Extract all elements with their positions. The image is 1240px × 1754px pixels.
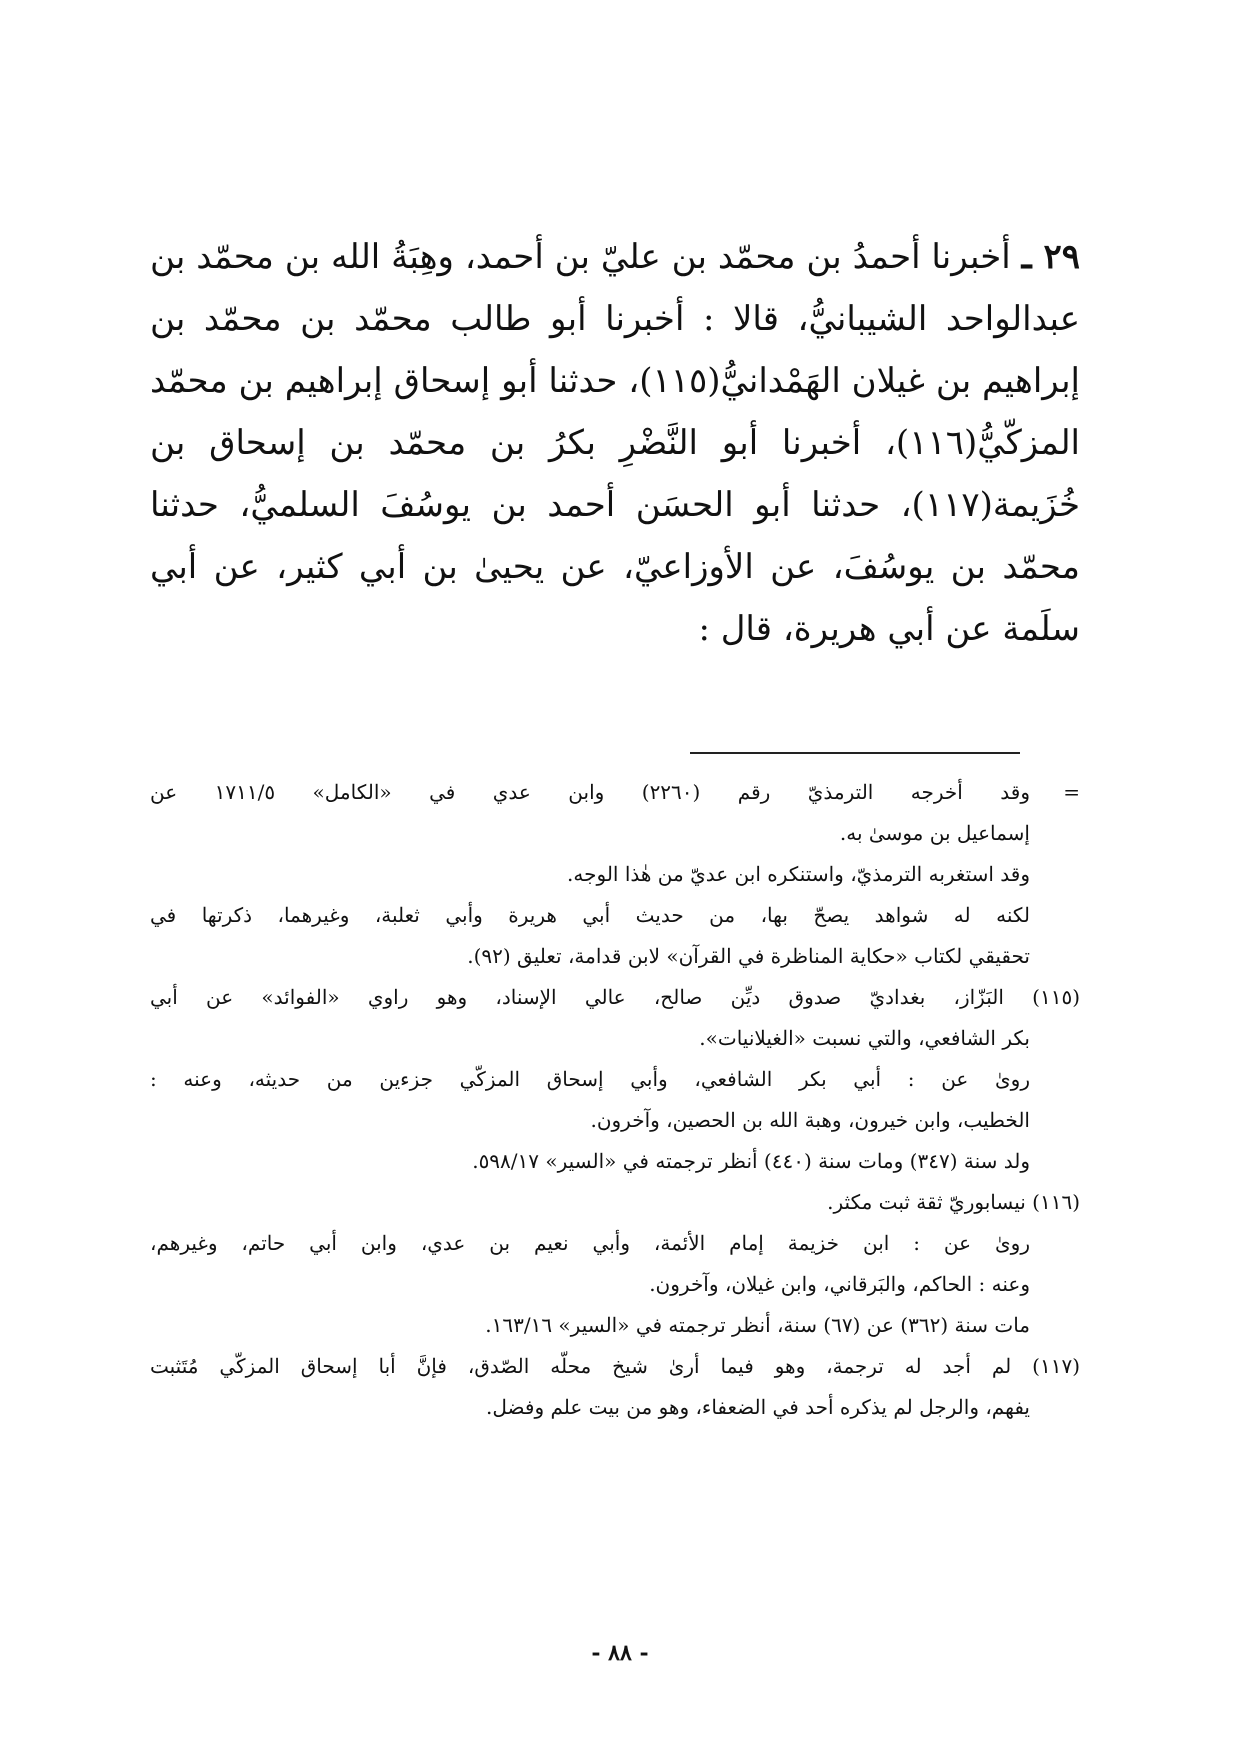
footnote-line: الخطيب، وابن خيرون، وهبة الله بن الحصين، وآخرون. [590, 1108, 1030, 1132]
footnote-line: روىٰ عن : ابن خزيمة إمام الأئمة، وأبي نعيم بن عدي، وابن أبي حاتم، وغيرهم، [150, 1231, 1030, 1255]
footnote-line: مات سنة (٣٦٢) عن (٦٧) سنة، أنظر ترجمته في «السير» ١٦٣/١٦. [485, 1313, 1030, 1337]
footnote-line: =وقد أخرجه الترمذيّ رقم (٢٢٦٠) وابن عدي في «الكامل» ١٧١١/٥ عن [150, 772, 1080, 813]
footnote-line: لكنه له شواهد يصحّ بها، من حديث أبي هريرة وأبي ثعلبة، وغيرهما، ذكرتها في [150, 903, 1030, 927]
footnote-line: وقد استغربه الترمذيّ، واستنكره ابن عديّ من هٰذا الوجه. [567, 862, 1030, 886]
hadith-number: ٢٩ ـ [1021, 237, 1080, 277]
page-number: - ٨٨ - [591, 1640, 649, 1666]
footnotes [150, 772, 1080, 1428]
footnote-line: روىٰ عن : أبي بكر الشافعي، وأبي إسحاق المزكّي جزءين من حديثه، وعنه : [150, 1067, 1030, 1091]
footnote-line: (١١٦) نيسابوريّ ثقة ثبت مكثر. [827, 1190, 1080, 1214]
footnote-divider [690, 752, 1020, 754]
hadith-text [150, 226, 1080, 660]
footnote-line: (١١٧) لم أجد له ترجمة، وهو فيما أرىٰ شيخ محلّه الصّدق، فإنَّ أبا إسحاق المزكّي مُتَثبت [150, 1354, 1080, 1378]
footnote-line: بكر الشافعي، والتي نسبت «الغيلانيات». [699, 1026, 1030, 1050]
footnote-line: إسماعيل بن موسىٰ به. [839, 821, 1030, 845]
footnote-line: ولد سنة (٣٤٧) ومات سنة (٤٤٠) أنظر ترجمته في «السير» ٥٩٨/١٧. [472, 1149, 1030, 1173]
hadith-body: أخبرنا أحمدُ بن محمّد بن عليّ بن أحمد، وهِبَةُ الله بن محمّد بن عبدالواحد الشيبانيُّ، قالا : أخبرنا أبو طالب محمّد بن محمّد بن إبراهيم بن غيلان الهَمْدانيُّ(١١٥)، حدثنا أبو إسحاق إبراهيم بن محمّد المزكّيُّ(١١٦)، أخبرنا أبو النَّضْرِ بكرُ بن محمّد بن إسحاق بن خُزَيمة(١١٧)، حدثنا أبو الحسَن أحمد بن يوسُفَ السلميُّ، حدثنا محمّد بن يوسُفَ، عن الأوزاعيّ، عن يحيىٰ بن أبي كثير، عن أبي سلَمة عن أبي هريرة، قال : [150, 237, 1080, 649]
footnote-line: يفهم، والرجل لم يذكره أحد في الضعفاء، وهو من بيت علم وفضل. [486, 1395, 1030, 1419]
footnote-line: تحقيقي لكتاب «حكاية المناظرة في القرآن» لابن قدامة، تعليق (٩٢). [467, 944, 1030, 968]
footnote-line: وعنه : الحاكم، والبَرقاني، وابن غيلان، وآخرون. [649, 1272, 1030, 1296]
footnote-line: (١١٥) البَزّاز، بغداديّ صدوق ديِّن صالح، عالي الإسناد، وهو راوي «الفوائد» عن أبي [150, 985, 1080, 1009]
continuation-marker: = [1063, 780, 1080, 804]
